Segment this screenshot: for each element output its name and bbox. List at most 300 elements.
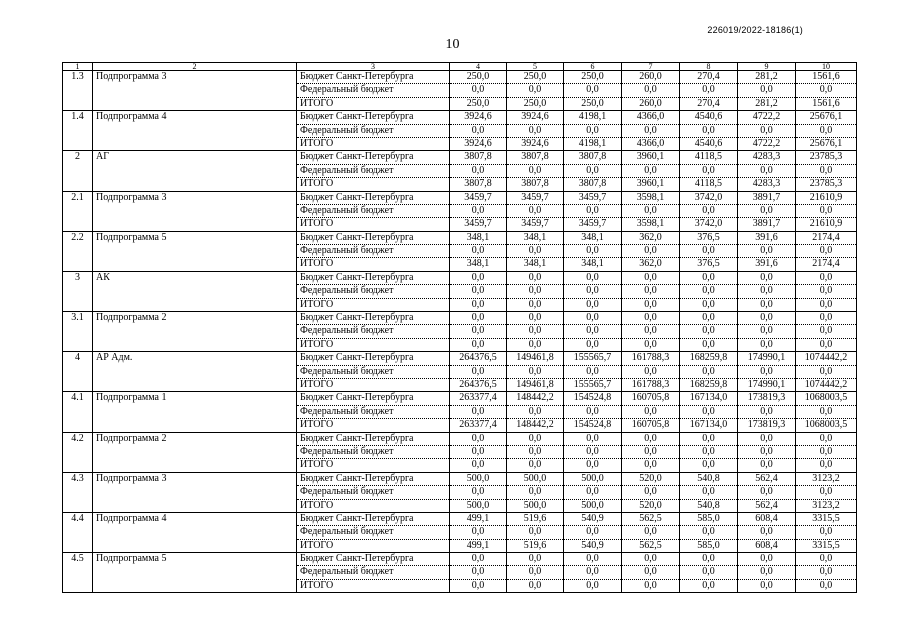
value-cell: 3459,7: [450, 218, 507, 231]
value-cell: 391,6: [738, 231, 796, 244]
value-cell: 0,0: [680, 84, 738, 97]
value-cell: 0,0: [507, 459, 564, 472]
value-cell: 500,0: [450, 472, 507, 485]
value-cell: 0,0: [507, 553, 564, 566]
value-cell: 0,0: [738, 84, 796, 97]
value-cell: 348,1: [507, 258, 564, 271]
value-cell: 0,0: [450, 285, 507, 298]
value-cell: 0,0: [680, 312, 738, 325]
value-cell: 0,0: [450, 204, 507, 217]
table-row: [63, 151, 857, 164]
value-cell: 0,0: [507, 245, 564, 258]
value-cell: 0,0: [564, 271, 622, 284]
value-cell: 0,0: [564, 84, 622, 97]
value-cell: 4722,2: [738, 111, 796, 124]
value-cell: 0,0: [796, 338, 857, 351]
program-name: Подпрограмма 2: [93, 432, 297, 472]
value-cell: 0,0: [796, 164, 857, 177]
value-cell: 348,1: [564, 231, 622, 244]
value-cell: 0,0: [450, 312, 507, 325]
value-cell: 0,0: [564, 566, 622, 579]
value-cell: 0,0: [796, 285, 857, 298]
value-cell: 0,0: [680, 526, 738, 539]
value-cell: 4198,1: [564, 137, 622, 150]
value-cell: 348,1: [450, 231, 507, 244]
program-name: Подпрограмма 5: [93, 231, 297, 271]
value-cell: 0,0: [622, 271, 680, 284]
value-cell: 500,0: [564, 472, 622, 485]
value-cell: 0,0: [564, 124, 622, 137]
value-cell: 0,0: [507, 566, 564, 579]
row-number: 2: [63, 151, 93, 191]
table-row: [63, 271, 857, 284]
value-cell: 1068003,5: [796, 419, 857, 432]
value-cell: 281,2: [738, 71, 796, 84]
value-cell: 0,0: [622, 432, 680, 445]
value-cell: 0,0: [796, 445, 857, 458]
value-cell: 155565,7: [564, 378, 622, 391]
value-cell: 348,1: [507, 231, 564, 244]
value-cell: 0,0: [680, 553, 738, 566]
value-cell: 155565,7: [564, 352, 622, 365]
value-cell: 0,0: [450, 526, 507, 539]
value-cell: 0,0: [564, 432, 622, 445]
value-cell: 0,0: [564, 365, 622, 378]
value-cell: 0,0: [507, 526, 564, 539]
value-cell: 0,0: [507, 405, 564, 418]
value-cell: 250,0: [507, 97, 564, 110]
funding-source: Бюджет Санкт-Петербурга: [297, 392, 450, 405]
value-cell: 0,0: [796, 124, 857, 137]
value-cell: 0,0: [450, 325, 507, 338]
value-cell: 0,0: [507, 486, 564, 499]
document-id: 226019/2022-18186(1): [707, 25, 803, 35]
value-cell: 3123,2: [796, 499, 857, 512]
value-cell: 0,0: [450, 432, 507, 445]
value-cell: 0,0: [507, 285, 564, 298]
value-cell: 0,0: [507, 325, 564, 338]
column-header: 6: [564, 63, 622, 71]
value-cell: 519,6: [507, 539, 564, 552]
value-cell: 0,0: [680, 271, 738, 284]
value-cell: 362,0: [622, 231, 680, 244]
page-number: 10: [445, 37, 460, 52]
value-cell: 0,0: [622, 365, 680, 378]
row-number: 4.3: [63, 472, 93, 512]
value-cell: 3459,7: [450, 191, 507, 204]
value-cell: 376,5: [680, 258, 738, 271]
table-body: [63, 63, 857, 593]
value-cell: 0,0: [450, 124, 507, 137]
value-cell: 3807,8: [564, 178, 622, 191]
value-cell: 3960,1: [622, 178, 680, 191]
value-cell: 0,0: [680, 325, 738, 338]
value-cell: 1561,6: [796, 97, 857, 110]
value-cell: 3807,8: [564, 151, 622, 164]
value-cell: 173819,3: [738, 392, 796, 405]
value-cell: 0,0: [622, 459, 680, 472]
funding-source: Бюджет Санкт-Петербурга: [297, 312, 450, 325]
column-header: 4: [450, 63, 507, 71]
value-cell: 23785,3: [796, 178, 857, 191]
value-cell: 0,0: [680, 338, 738, 351]
funding-source: ИТОГО: [297, 459, 450, 472]
value-cell: 0,0: [796, 312, 857, 325]
value-cell: 0,0: [507, 365, 564, 378]
value-cell: 1074442,2: [796, 378, 857, 391]
program-name: Подпрограмма 3: [93, 71, 297, 111]
value-cell: 154524,8: [564, 419, 622, 432]
program-name: Подпрограмма 1: [93, 392, 297, 432]
value-cell: 0,0: [450, 579, 507, 592]
value-cell: 0,0: [796, 325, 857, 338]
value-cell: 585,0: [680, 512, 738, 525]
value-cell: 1068003,5: [796, 392, 857, 405]
value-cell: 0,0: [680, 245, 738, 258]
value-cell: 281,2: [738, 97, 796, 110]
value-cell: 3315,5: [796, 539, 857, 552]
funding-source: Бюджет Санкт-Петербурга: [297, 472, 450, 485]
value-cell: 3924,6: [450, 137, 507, 150]
value-cell: 520,0: [622, 499, 680, 512]
value-cell: 0,0: [622, 285, 680, 298]
row-number: 2.1: [63, 191, 93, 231]
column-header: 3: [297, 63, 450, 71]
value-cell: 264376,5: [450, 378, 507, 391]
value-cell: 0,0: [622, 445, 680, 458]
value-cell: 25676,1: [796, 137, 857, 150]
column-header: 7: [622, 63, 680, 71]
value-cell: 173819,3: [738, 419, 796, 432]
value-cell: 250,0: [564, 97, 622, 110]
value-cell: 154524,8: [564, 392, 622, 405]
value-cell: 0,0: [507, 432, 564, 445]
value-cell: 0,0: [450, 459, 507, 472]
value-cell: 0,0: [796, 84, 857, 97]
value-cell: 0,0: [680, 405, 738, 418]
value-cell: 0,0: [507, 204, 564, 217]
value-cell: 3807,8: [507, 151, 564, 164]
funding-source: Федеральный бюджет: [297, 204, 450, 217]
value-cell: 0,0: [564, 405, 622, 418]
value-cell: 0,0: [622, 553, 680, 566]
funding-source: Бюджет Санкт-Петербурга: [297, 352, 450, 365]
row-number: 4.5: [63, 553, 93, 593]
value-cell: 608,4: [738, 539, 796, 552]
value-cell: 0,0: [450, 298, 507, 311]
value-cell: 562,4: [738, 472, 796, 485]
value-cell: 0,0: [738, 124, 796, 137]
value-cell: 0,0: [796, 579, 857, 592]
value-cell: 149461,8: [507, 352, 564, 365]
value-cell: 3742,0: [680, 218, 738, 231]
value-cell: 0,0: [622, 405, 680, 418]
column-header-row: [63, 63, 857, 71]
funding-source: Бюджет Санкт-Петербурга: [297, 512, 450, 525]
value-cell: 0,0: [738, 432, 796, 445]
value-cell: 21610,9: [796, 218, 857, 231]
value-cell: 4283,3: [738, 151, 796, 164]
value-cell: 263377,4: [450, 392, 507, 405]
value-cell: 2174,4: [796, 231, 857, 244]
value-cell: 3123,2: [796, 472, 857, 485]
value-cell: 25676,1: [796, 111, 857, 124]
value-cell: 148442,2: [507, 392, 564, 405]
funding-source: Федеральный бюджет: [297, 285, 450, 298]
funding-source: ИТОГО: [297, 137, 450, 150]
column-header: 5: [507, 63, 564, 71]
funding-source: Федеральный бюджет: [297, 566, 450, 579]
value-cell: 260,0: [622, 71, 680, 84]
table-row: [63, 432, 857, 445]
table-row: [63, 512, 857, 525]
value-cell: 0,0: [796, 271, 857, 284]
value-cell: 0,0: [450, 338, 507, 351]
value-cell: 0,0: [738, 579, 796, 592]
value-cell: 3924,6: [507, 137, 564, 150]
row-number: 4.4: [63, 512, 93, 552]
value-cell: 0,0: [564, 445, 622, 458]
value-cell: 0,0: [622, 164, 680, 177]
value-cell: 0,0: [738, 164, 796, 177]
value-cell: 1074442,2: [796, 352, 857, 365]
value-cell: 500,0: [507, 472, 564, 485]
value-cell: 0,0: [622, 579, 680, 592]
value-cell: 0,0: [507, 271, 564, 284]
value-cell: 0,0: [738, 312, 796, 325]
value-cell: 0,0: [564, 325, 622, 338]
column-header: 2: [93, 63, 297, 71]
value-cell: 0,0: [680, 566, 738, 579]
row-number: 3.1: [63, 312, 93, 352]
value-cell: 0,0: [564, 298, 622, 311]
value-cell: 540,8: [680, 472, 738, 485]
value-cell: 0,0: [796, 553, 857, 566]
value-cell: 4118,5: [680, 178, 738, 191]
value-cell: 4540,6: [680, 111, 738, 124]
table-row: [63, 553, 857, 566]
value-cell: 23785,3: [796, 151, 857, 164]
value-cell: 21610,9: [796, 191, 857, 204]
value-cell: 0,0: [738, 553, 796, 566]
value-cell: 0,0: [564, 164, 622, 177]
value-cell: 4118,5: [680, 151, 738, 164]
value-cell: 3742,0: [680, 191, 738, 204]
value-cell: 0,0: [738, 365, 796, 378]
value-cell: 0,0: [796, 459, 857, 472]
value-cell: 0,0: [450, 271, 507, 284]
program-name: Подпрограмма 2: [93, 312, 297, 352]
value-cell: 0,0: [738, 271, 796, 284]
funding-source: Бюджет Санкт-Петербурга: [297, 111, 450, 124]
column-header: 1: [63, 63, 93, 71]
row-number: 3: [63, 271, 93, 311]
value-cell: 3459,7: [564, 191, 622, 204]
value-cell: 0,0: [680, 164, 738, 177]
value-cell: 148442,2: [507, 419, 564, 432]
value-cell: 0,0: [796, 298, 857, 311]
value-cell: 0,0: [564, 486, 622, 499]
value-cell: 540,9: [564, 512, 622, 525]
value-cell: 376,5: [680, 231, 738, 244]
funding-source: Федеральный бюджет: [297, 245, 450, 258]
value-cell: 0,0: [507, 164, 564, 177]
value-cell: 0,0: [738, 566, 796, 579]
value-cell: 3960,1: [622, 151, 680, 164]
value-cell: 3924,6: [507, 111, 564, 124]
program-name: Подпрограмма 4: [93, 111, 297, 151]
value-cell: 0,0: [680, 285, 738, 298]
value-cell: 263377,4: [450, 419, 507, 432]
value-cell: 0,0: [450, 445, 507, 458]
value-cell: 0,0: [450, 245, 507, 258]
value-cell: 0,0: [450, 486, 507, 499]
funding-source: ИТОГО: [297, 579, 450, 592]
value-cell: 0,0: [622, 245, 680, 258]
value-cell: 0,0: [622, 325, 680, 338]
value-cell: 0,0: [796, 566, 857, 579]
value-cell: 0,0: [450, 365, 507, 378]
value-cell: 3924,6: [450, 111, 507, 124]
funding-source: Федеральный бюджет: [297, 405, 450, 418]
value-cell: 149461,8: [507, 378, 564, 391]
value-cell: 3891,7: [738, 191, 796, 204]
table-row: [63, 312, 857, 325]
value-cell: 562,4: [738, 499, 796, 512]
funding-source: Бюджет Санкт-Петербурга: [297, 231, 450, 244]
value-cell: 270,4: [680, 71, 738, 84]
value-cell: 519,6: [507, 512, 564, 525]
column-header: 9: [738, 63, 796, 71]
value-cell: 0,0: [564, 459, 622, 472]
row-number: 4.1: [63, 392, 93, 432]
value-cell: 0,0: [507, 579, 564, 592]
funding-source: Бюджет Санкт-Петербурга: [297, 71, 450, 84]
value-cell: 174990,1: [738, 378, 796, 391]
value-cell: 0,0: [738, 204, 796, 217]
value-cell: 0,0: [507, 338, 564, 351]
funding-source: Федеральный бюджет: [297, 84, 450, 97]
value-cell: 4722,2: [738, 137, 796, 150]
value-cell: 0,0: [796, 204, 857, 217]
value-cell: 562,5: [622, 512, 680, 525]
value-cell: 0,0: [738, 245, 796, 258]
program-name: Подпрограмма 5: [93, 553, 297, 593]
value-cell: 500,0: [507, 499, 564, 512]
value-cell: 540,8: [680, 499, 738, 512]
funding-source: Бюджет Санкт-Петербурга: [297, 553, 450, 566]
value-cell: 0,0: [738, 338, 796, 351]
value-cell: 540,9: [564, 539, 622, 552]
value-cell: 0,0: [738, 459, 796, 472]
value-cell: 500,0: [564, 499, 622, 512]
funding-source: ИТОГО: [297, 218, 450, 231]
value-cell: 260,0: [622, 97, 680, 110]
value-cell: 0,0: [796, 526, 857, 539]
program-name: АГ: [93, 151, 297, 191]
value-cell: 3315,5: [796, 512, 857, 525]
value-cell: 0,0: [680, 298, 738, 311]
value-cell: 0,0: [680, 579, 738, 592]
value-cell: 270,4: [680, 97, 738, 110]
value-cell: 0,0: [622, 486, 680, 499]
funding-source: ИТОГО: [297, 178, 450, 191]
value-cell: 562,5: [622, 539, 680, 552]
value-cell: 0,0: [450, 553, 507, 566]
table-row: [63, 392, 857, 405]
value-cell: 3807,8: [450, 151, 507, 164]
value-cell: 0,0: [507, 445, 564, 458]
funding-source: Бюджет Санкт-Петербурга: [297, 191, 450, 204]
row-number: 1.4: [63, 111, 93, 151]
funding-source: Федеральный бюджет: [297, 164, 450, 177]
funding-source: Бюджет Санкт-Петербурга: [297, 432, 450, 445]
value-cell: 0,0: [564, 204, 622, 217]
funding-source: ИТОГО: [297, 258, 450, 271]
value-cell: 174990,1: [738, 352, 796, 365]
value-cell: 585,0: [680, 539, 738, 552]
value-cell: 250,0: [450, 97, 507, 110]
funding-source: Федеральный бюджет: [297, 365, 450, 378]
value-cell: 250,0: [564, 71, 622, 84]
funding-source: ИТОГО: [297, 378, 450, 391]
row-number: 4.2: [63, 432, 93, 472]
value-cell: 0,0: [796, 405, 857, 418]
value-cell: 0,0: [622, 204, 680, 217]
funding-source: ИТОГО: [297, 97, 450, 110]
value-cell: 4366,0: [622, 137, 680, 150]
funding-source: Федеральный бюджет: [297, 124, 450, 137]
value-cell: 161788,3: [622, 378, 680, 391]
value-cell: 0,0: [450, 405, 507, 418]
value-cell: 264376,5: [450, 352, 507, 365]
value-cell: 0,0: [796, 245, 857, 258]
value-cell: 0,0: [680, 124, 738, 137]
value-cell: 160705,8: [622, 392, 680, 405]
value-cell: 499,1: [450, 512, 507, 525]
value-cell: 3459,7: [564, 218, 622, 231]
value-cell: 3891,7: [738, 218, 796, 231]
value-cell: 0,0: [738, 526, 796, 539]
funding-source: ИТОГО: [297, 499, 450, 512]
value-cell: 3459,7: [507, 191, 564, 204]
value-cell: 0,0: [450, 164, 507, 177]
funding-source: ИТОГО: [297, 419, 450, 432]
value-cell: 0,0: [680, 445, 738, 458]
value-cell: 391,6: [738, 258, 796, 271]
value-cell: 250,0: [507, 71, 564, 84]
row-number: 4: [63, 352, 93, 392]
value-cell: 0,0: [507, 312, 564, 325]
value-cell: 500,0: [450, 499, 507, 512]
value-cell: 4283,3: [738, 178, 796, 191]
value-cell: 3459,7: [507, 218, 564, 231]
value-cell: 0,0: [796, 365, 857, 378]
value-cell: 4198,1: [564, 111, 622, 124]
value-cell: 0,0: [680, 459, 738, 472]
funding-source: ИТОГО: [297, 298, 450, 311]
value-cell: 3807,8: [507, 178, 564, 191]
value-cell: 0,0: [564, 285, 622, 298]
value-cell: 348,1: [564, 258, 622, 271]
row-number: 2.2: [63, 231, 93, 271]
value-cell: 0,0: [738, 486, 796, 499]
value-cell: 4540,6: [680, 137, 738, 150]
table-row: [63, 231, 857, 244]
funding-source: Бюджет Санкт-Петербурга: [297, 151, 450, 164]
budget-table: [62, 62, 857, 593]
value-cell: 0,0: [450, 566, 507, 579]
